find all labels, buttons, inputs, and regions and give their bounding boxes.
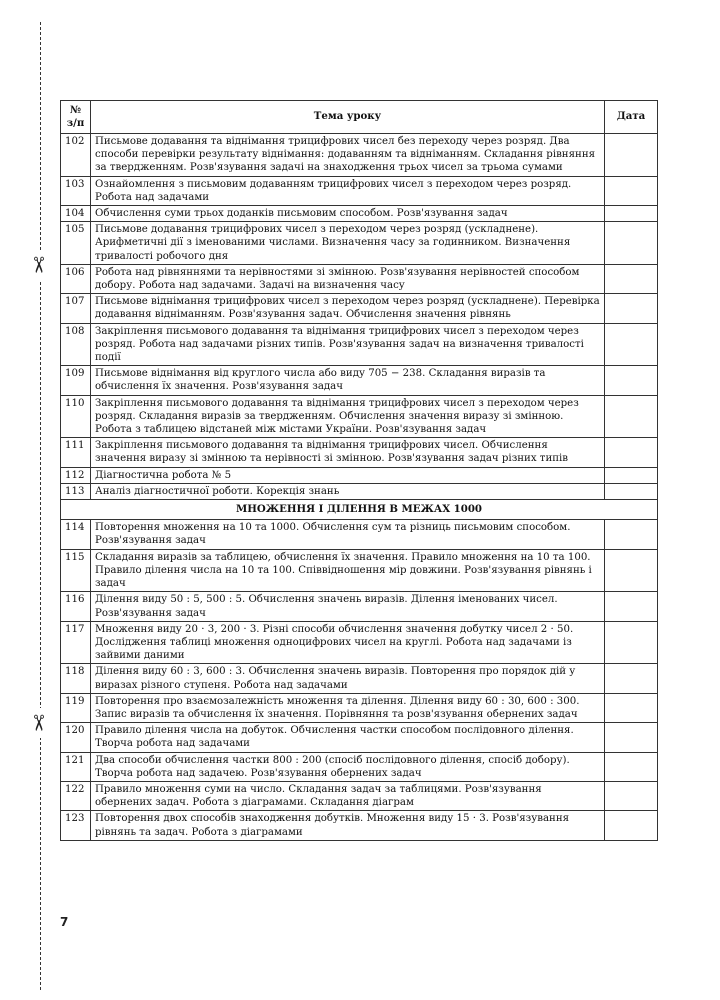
table-row — [61, 520, 658, 549]
lesson-date-cell[interactable] — [605, 294, 658, 323]
lesson-topic: Правило ділення числа на добуток. Обчислення частки способом послідовного ділення. Творча робота над задачами — [91, 723, 605, 752]
header-topic: Тема уроку — [91, 101, 605, 134]
lesson-date-cell[interactable] — [605, 222, 658, 265]
lesson-number: 122 — [61, 781, 91, 810]
table-row — [61, 664, 658, 693]
header-number-abbr: з/п — [66, 117, 85, 129]
lesson-number: 113 — [61, 483, 91, 499]
lesson-date-cell[interactable] — [605, 723, 658, 752]
table-row — [61, 592, 658, 621]
lesson-number: 105 — [61, 222, 91, 265]
table-row — [61, 395, 658, 438]
table-row — [61, 723, 658, 752]
lesson-date-cell[interactable] — [605, 134, 658, 177]
lesson-date-cell[interactable] — [605, 664, 658, 693]
table-row — [61, 222, 658, 265]
table-row — [61, 467, 658, 483]
lesson-topic: Правило множення суми на число. Складання задач за таблицями. Розв'язування обернених задач. Робота з діаграмами. Складання діаграм — [91, 781, 605, 810]
lesson-topic: Аналіз діагностичної роботи. Корекція знань — [91, 483, 605, 499]
table-row — [61, 693, 658, 722]
lesson-number: 118 — [61, 664, 91, 693]
lesson-date-cell[interactable] — [605, 549, 658, 592]
lesson-number: 123 — [61, 811, 91, 840]
lesson-number: 119 — [61, 693, 91, 722]
lesson-date-cell[interactable] — [605, 438, 658, 467]
table-row — [61, 134, 658, 177]
lesson-number: 112 — [61, 467, 91, 483]
table-row — [61, 752, 658, 781]
lesson-date-cell[interactable] — [605, 366, 658, 395]
lesson-topic: Обчислення суми трьох доданків письмовим способом. Розв'язування задач — [91, 206, 605, 222]
lesson-topic: Множення виду 20 · 3, 200 · 3. Різні способи обчислення значення добутку чисел 2 · 50. Дослідження таблиці множення одноцифрових чисел на круглі. Робота над задачами із зайвими даними — [91, 621, 605, 664]
lesson-date-cell[interactable] — [605, 520, 658, 549]
table-row — [61, 323, 658, 366]
lesson-date-cell[interactable] — [605, 811, 658, 840]
lesson-date-cell[interactable] — [605, 781, 658, 810]
lesson-date-cell[interactable] — [605, 752, 658, 781]
lesson-date-cell[interactable] — [605, 323, 658, 366]
header-date: Дата — [605, 101, 658, 134]
lesson-topic: Повторення про взаємозалежність множення та ділення. Ділення виду 60 : 30, 600 : 300. Запис виразів та обчислення їх значення. Порівняння та розв'язування обернених задач — [91, 693, 605, 722]
lesson-topic: Закріплення письмового додавання та віднімання трицифрових чисел. Обчислення значення виразу зі змінною та нерівності зі змінною. Розв'язування задач різних типів — [91, 438, 605, 467]
lesson-number: 120 — [61, 723, 91, 752]
lesson-date-cell[interactable] — [605, 621, 658, 664]
lesson-date-cell[interactable] — [605, 467, 658, 483]
table-row — [61, 438, 658, 467]
table-row — [61, 781, 658, 810]
table-row — [61, 366, 658, 395]
lesson-topic: Ділення виду 60 : 3, 600 : 3. Обчислення значень виразів. Повторення про порядок дій у виразах різного ступеня. Робота над задачами — [91, 664, 605, 693]
table-row — [61, 206, 658, 222]
header-number — [61, 101, 91, 134]
lesson-topic: Робота над рівняннями та нерівностями зі змінною. Розв'язування нерівностей способом добору. Робота над задачами. Задачі на визначення часу — [91, 264, 605, 293]
lesson-number: 102 — [61, 134, 91, 177]
lesson-number: 110 — [61, 395, 91, 438]
lesson-topic: Ділення виду 50 : 5, 500 : 5. Обчислення значень виразів. Ділення іменованих чисел. Розв'язування задач — [91, 592, 605, 621]
lesson-topic: Діагностична робота № 5 — [91, 467, 605, 483]
table-row — [61, 264, 658, 293]
lesson-number: 106 — [61, 264, 91, 293]
lesson-topic: Письмове додавання та віднімання трицифрових чисел без переходу через розряд. Два способи перевірки результату віднімання: додаванням та відніманням. Складання рівняння за твердженням. Розв'язування задачі на знаходження трьох чисел за трьома сумами — [91, 134, 605, 177]
lesson-topic: Ознайомлення з письмовим додаванням трицифрових чисел з переходом через розряд. Робота над задачами — [91, 176, 605, 205]
lesson-date-cell[interactable] — [605, 483, 658, 499]
lesson-topic: Закріплення письмового додавання та віднімання трицифрових чисел з переходом через розряд. Складання виразів за твердженням. Обчислення значення виразу зі змінною. Робота з таблицею відстаней між містами України. Розв'язування задач — [91, 395, 605, 438]
lesson-number: 117 — [61, 621, 91, 664]
page-number: 7 — [60, 915, 69, 929]
lesson-topic: Письмове додавання трицифрових чисел з переходом через розряд (ускладнене). Арифметичні дії з іменованими числами. Визначення часу за годинником. Визначення тривалості робочого дня — [91, 222, 605, 265]
scissors-icon: ✂ — [22, 708, 52, 738]
lesson-topic: Повторення множення на 10 та 1000. Обчислення сум та різниць письмовим способом. Розв'язування задач — [91, 520, 605, 549]
lesson-topic: Письмове віднімання від круглого числа або виду 705 − 238. Складання виразів та обчислення їх значення. Розв'язування задач — [91, 366, 605, 395]
lesson-topic: Закріплення письмового додавання та віднімання трицифрових чисел з переходом через розряд. Робота над задачами різних типів. Розв'язування задач на визначення тривалості події — [91, 323, 605, 366]
lesson-date-cell[interactable] — [605, 264, 658, 293]
cut-line — [40, 22, 41, 990]
lesson-date-cell[interactable] — [605, 693, 658, 722]
table-header-row — [61, 101, 658, 134]
lesson-number: 114 — [61, 520, 91, 549]
table-row — [61, 176, 658, 205]
lesson-number: 104 — [61, 206, 91, 222]
lesson-topic: Письмове віднімання трицифрових чисел з переходом через розряд (ускладнене). Перевірка додавання відніманням. Розв'язування задач. Обчислення значення рівнянь — [91, 294, 605, 323]
lesson-date-cell[interactable] — [605, 592, 658, 621]
lesson-topic: Два способи обчислення частки 800 : 200 (спосіб послідовного ділення, спосіб добору). Творча робота над задачею. Розв'язування обернених задач — [91, 752, 605, 781]
header-number-symbol: № — [69, 104, 82, 116]
lesson-topic: Повторення двох способів знаходження добутків. Множення виду 15 · 3. Розв'язування рівнянь та задач. Робота з діаграмами — [91, 811, 605, 840]
section-row — [61, 500, 658, 520]
lesson-number: 103 — [61, 176, 91, 205]
lesson-number: 111 — [61, 438, 91, 467]
lesson-date-cell[interactable] — [605, 176, 658, 205]
section-title: МНОЖЕННЯ І ДІЛЕННЯ В МЕЖАХ 1000 — [61, 500, 658, 520]
lesson-number: 115 — [61, 549, 91, 592]
table-row — [61, 294, 658, 323]
table-row — [61, 549, 658, 592]
lesson-number: 108 — [61, 323, 91, 366]
lesson-number: 109 — [61, 366, 91, 395]
table-row — [61, 811, 658, 840]
lesson-date-cell[interactable] — [605, 395, 658, 438]
lesson-topic: Складання виразів за таблицею, обчислення їх значення. Правило множення на 10 та 100. Правило ділення числа на 10 та 100. Співвідношення мір довжини. Розв'язування рівнянь і задач — [91, 549, 605, 592]
lesson-plan-table — [60, 100, 658, 841]
lesson-number: 121 — [61, 752, 91, 781]
table-row — [61, 483, 658, 499]
lesson-number: 116 — [61, 592, 91, 621]
scissors-icon: ✂ — [22, 250, 52, 280]
table-row — [61, 621, 658, 664]
lesson-date-cell[interactable] — [605, 206, 658, 222]
lesson-number: 107 — [61, 294, 91, 323]
